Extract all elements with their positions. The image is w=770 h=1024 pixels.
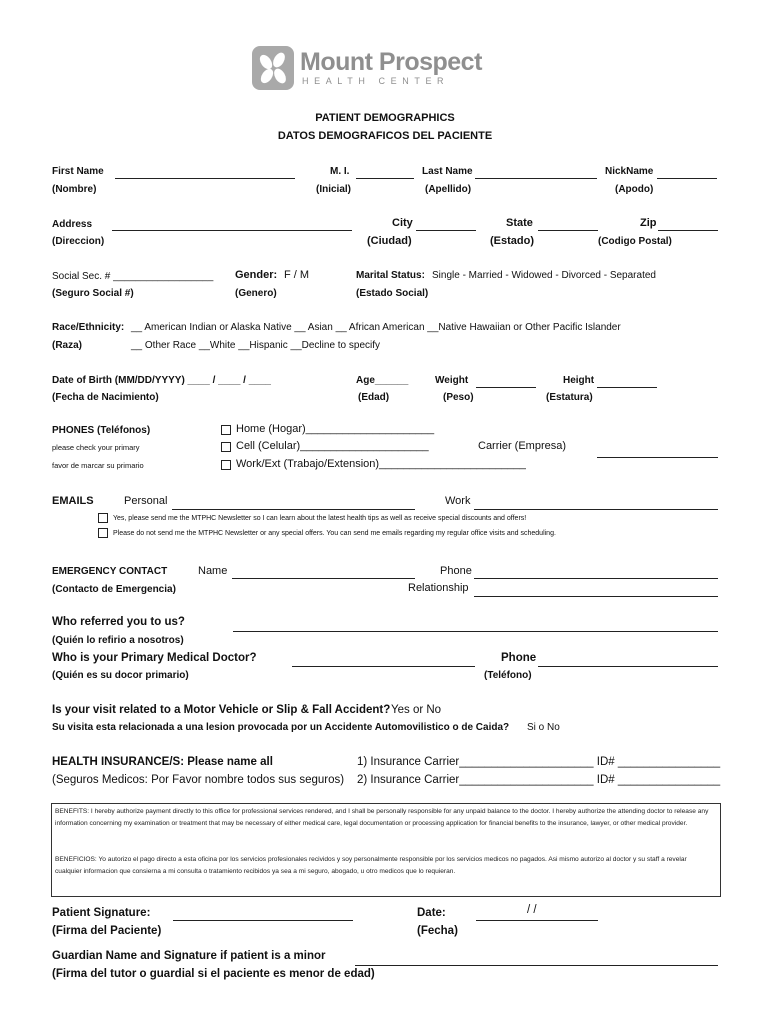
accident-options[interactable]: Yes or No bbox=[391, 704, 442, 716]
doctor-field[interactable] bbox=[292, 666, 475, 667]
height-label: Height bbox=[563, 375, 595, 386]
phones-hint-1: please check your primary bbox=[52, 443, 140, 452]
mi-field[interactable] bbox=[356, 178, 414, 179]
zip-label-es: (Codigo Postal) bbox=[598, 236, 672, 247]
address-label: Address bbox=[52, 219, 93, 230]
emails-label: EMAILS bbox=[52, 495, 94, 507]
gender-options[interactable]: F / M bbox=[284, 269, 310, 281]
referral-field[interactable] bbox=[233, 631, 718, 632]
signature-label: Patient Signature: bbox=[52, 907, 151, 919]
phones-label: PHONES (Teléfonos) bbox=[52, 425, 151, 436]
state-field[interactable] bbox=[538, 230, 598, 231]
consent-box bbox=[51, 803, 721, 897]
signature-label-es: (Firma del Paciente) bbox=[52, 925, 162, 937]
emergency-label: EMERGENCY CONTACT bbox=[52, 566, 168, 577]
newsletter-optin-checkbox[interactable] bbox=[98, 513, 108, 523]
date-slashes: / / bbox=[527, 904, 537, 916]
insurance-label: HEALTH INSURANCE/S: Please name all bbox=[52, 756, 273, 768]
dob-label[interactable]: Date of Birth (MM/DD/YYYY) ____ / ____ / ____ bbox=[52, 375, 271, 386]
gender-label: Gender: bbox=[235, 269, 278, 281]
accident-question-es: Su visita esta relacionada a una lesion provocada por un Accidente Automovilistico o de Caida? bbox=[52, 722, 510, 733]
date-label-es: (Fecha) bbox=[417, 925, 458, 937]
doctor-phone-field[interactable] bbox=[538, 666, 718, 667]
zip-field[interactable] bbox=[658, 230, 718, 231]
marital-label: Marital Status: bbox=[356, 270, 425, 281]
doctor-phone-label-es: (Teléfono) bbox=[484, 670, 532, 681]
date-field[interactable] bbox=[476, 920, 598, 921]
age-label-es: (Edad) bbox=[358, 392, 390, 403]
guardian-field[interactable] bbox=[355, 965, 718, 966]
work-email-field[interactable] bbox=[474, 509, 718, 510]
weight-label: Weight bbox=[435, 375, 469, 386]
emergency-label-es: (Contacto de Emergencia) bbox=[52, 584, 176, 595]
doctor-question-es: (Quién es su docor primario) bbox=[52, 670, 189, 681]
city-field[interactable] bbox=[416, 230, 476, 231]
consent-text-es: BENEFICIOS: Yo autorizo el pago directo a esta oficina por los servicios profesionales recividos y soy personalmente responsible por los servicios medicos no pagados. Asi mismo autorizo al doctor y su staff a revelar cualquier informacion que consierna a mi consulta o tratamiento recibidos ya sea a mi seguro, abogado, u otro medicos que lo requieran. bbox=[55, 856, 687, 875]
age-label[interactable]: Age______ bbox=[356, 375, 409, 386]
race-label-es: (Raza) bbox=[52, 340, 83, 351]
city-label: City bbox=[392, 217, 413, 229]
page-title-es: DATOS DEMOGRAFICOS DEL PACIENTE bbox=[277, 130, 493, 142]
relationship-label: Relationship bbox=[408, 582, 469, 594]
doctor-question: Who is your Primary Medical Doctor? bbox=[52, 652, 257, 664]
address-label-es: (Direccion) bbox=[52, 236, 105, 247]
personal-email-label: Personal bbox=[124, 495, 168, 507]
zip-label: Zip bbox=[640, 217, 657, 229]
page-title: PATIENT DEMOGRAPHICS bbox=[315, 112, 455, 124]
mi-label-es: (Inicial) bbox=[316, 184, 352, 195]
ssn-label-es: (Seguro Social #) bbox=[52, 288, 134, 299]
relationship-field[interactable] bbox=[474, 596, 718, 597]
work-phone-checkbox[interactable] bbox=[221, 460, 231, 470]
mi-label: M. I. bbox=[330, 166, 350, 177]
insurance-carrier-2[interactable]: 2) Insurance Carrier_____________________ ID# ________________ bbox=[357, 774, 721, 786]
cell-phone-field[interactable]: Cell (Celular)_____________________ bbox=[236, 440, 429, 452]
logo-subtitle: HEALTH CENTER bbox=[302, 76, 450, 86]
emergency-name-field[interactable] bbox=[232, 578, 415, 579]
marital-options[interactable]: Single - Married - Widowed - Divorced - Separated bbox=[432, 270, 656, 281]
emergency-phone-field[interactable] bbox=[474, 578, 718, 579]
referral-question-es: (Quién lo refirio a nosotros) bbox=[52, 635, 184, 646]
last-name-label: Last Name bbox=[422, 166, 473, 177]
insurance-carrier-1[interactable]: 1) Insurance Carrier_____________________ ID# ________________ bbox=[357, 756, 721, 768]
home-phone-field[interactable]: Home (Hogar)_____________________ bbox=[236, 423, 435, 435]
date-label: Date: bbox=[417, 907, 446, 919]
emergency-phone-label: Phone bbox=[440, 565, 472, 577]
weight-field[interactable] bbox=[476, 387, 536, 388]
newsletter-optout-text: Please do not send me the MTPHC Newsletter or any special offers. You can send me emails regarding my regular office visits and scheduling. bbox=[113, 530, 556, 537]
height-field[interactable] bbox=[597, 387, 657, 388]
accident-options-es[interactable]: Si o No bbox=[527, 722, 560, 733]
logo-mark bbox=[252, 46, 294, 90]
personal-email-field[interactable] bbox=[172, 509, 415, 510]
race-label: Race/Ethnicity: bbox=[52, 322, 125, 333]
signature-field[interactable] bbox=[173, 920, 353, 921]
nickname-field[interactable] bbox=[657, 178, 717, 179]
state-label: State bbox=[506, 217, 533, 229]
gender-label-es: (Genero) bbox=[235, 288, 277, 299]
work-email-label: Work bbox=[445, 495, 471, 507]
last-name-field[interactable] bbox=[475, 178, 597, 179]
race-options-2[interactable]: __ Other Race __White __Hispanic __Decline to specify bbox=[131, 340, 381, 351]
height-label-es: (Estatura) bbox=[546, 392, 593, 403]
race-options-1[interactable]: __ American Indian or Alaska Native __ Asian __ African American __Native Hawaiian or Other Pacific Islander bbox=[131, 322, 621, 333]
first-name-field[interactable] bbox=[115, 178, 295, 179]
address-field[interactable] bbox=[112, 230, 352, 231]
last-name-label-es: (Apellido) bbox=[425, 184, 472, 195]
marital-label-es: (Estado Social) bbox=[356, 288, 429, 299]
city-label-es: (Ciudad) bbox=[367, 235, 412, 247]
phones-hint-2: favor de marcar su primario bbox=[52, 461, 144, 470]
emergency-name-label: Name bbox=[198, 565, 228, 577]
newsletter-optout-checkbox[interactable] bbox=[98, 528, 108, 538]
doctor-phone-label: Phone bbox=[501, 652, 537, 664]
carrier-field[interactable] bbox=[597, 457, 718, 458]
guardian-label-es: (Firma del tutor o guardial si el paciente es menor de edad) bbox=[52, 968, 375, 980]
guardian-label: Guardian Name and Signature if patient is a minor bbox=[52, 950, 326, 962]
dob-label-es: (Fecha de Nacimiento) bbox=[52, 392, 159, 403]
work-phone-field[interactable]: Work/Ext (Trabajo/Extension)________________________ bbox=[236, 458, 526, 470]
first-name-label-es: (Nombre) bbox=[52, 184, 97, 195]
cell-phone-checkbox[interactable] bbox=[221, 442, 231, 452]
state-label-es: (Estado) bbox=[490, 235, 534, 247]
newsletter-optin-text: Yes, please send me the MTPHC Newsletter so I can learn about the latest health tips as well as receive special discounts and offers! bbox=[113, 515, 527, 522]
ssn-label[interactable]: Social Sec. # __________________ bbox=[52, 271, 214, 282]
accident-question: Is your visit related to a Motor Vehicle or Slip & Fall Accident? bbox=[52, 704, 391, 716]
weight-label-es: (Peso) bbox=[443, 392, 474, 403]
logo-title: Mount Prospect bbox=[300, 48, 482, 76]
consent-text-en: BENEFITS: I hereby authorize payment directly to this office for professional services rendered, and I shall be personally responsible for any unpaid balance to the doctor. I hereby authorize the attending doctor to release any information concerning my examination or treatment that may be necessary of either medical care, legal documentation or processing application for financial benefits to the insurance, lawyer, or other medical provider. bbox=[55, 808, 709, 827]
carrier-label: Carrier (Empresa) bbox=[478, 440, 567, 452]
insurance-label-es: (Seguros Medicos: Por Favor nombre todos sus seguros) bbox=[52, 774, 345, 786]
nickname-label: NickName bbox=[605, 166, 654, 177]
nickname-label-es: (Apodo) bbox=[615, 184, 654, 195]
leaf-icon bbox=[252, 46, 294, 90]
first-name-label: First Name bbox=[52, 166, 104, 177]
home-phone-checkbox[interactable] bbox=[221, 425, 231, 435]
referral-question: Who referred you to us? bbox=[52, 616, 185, 628]
